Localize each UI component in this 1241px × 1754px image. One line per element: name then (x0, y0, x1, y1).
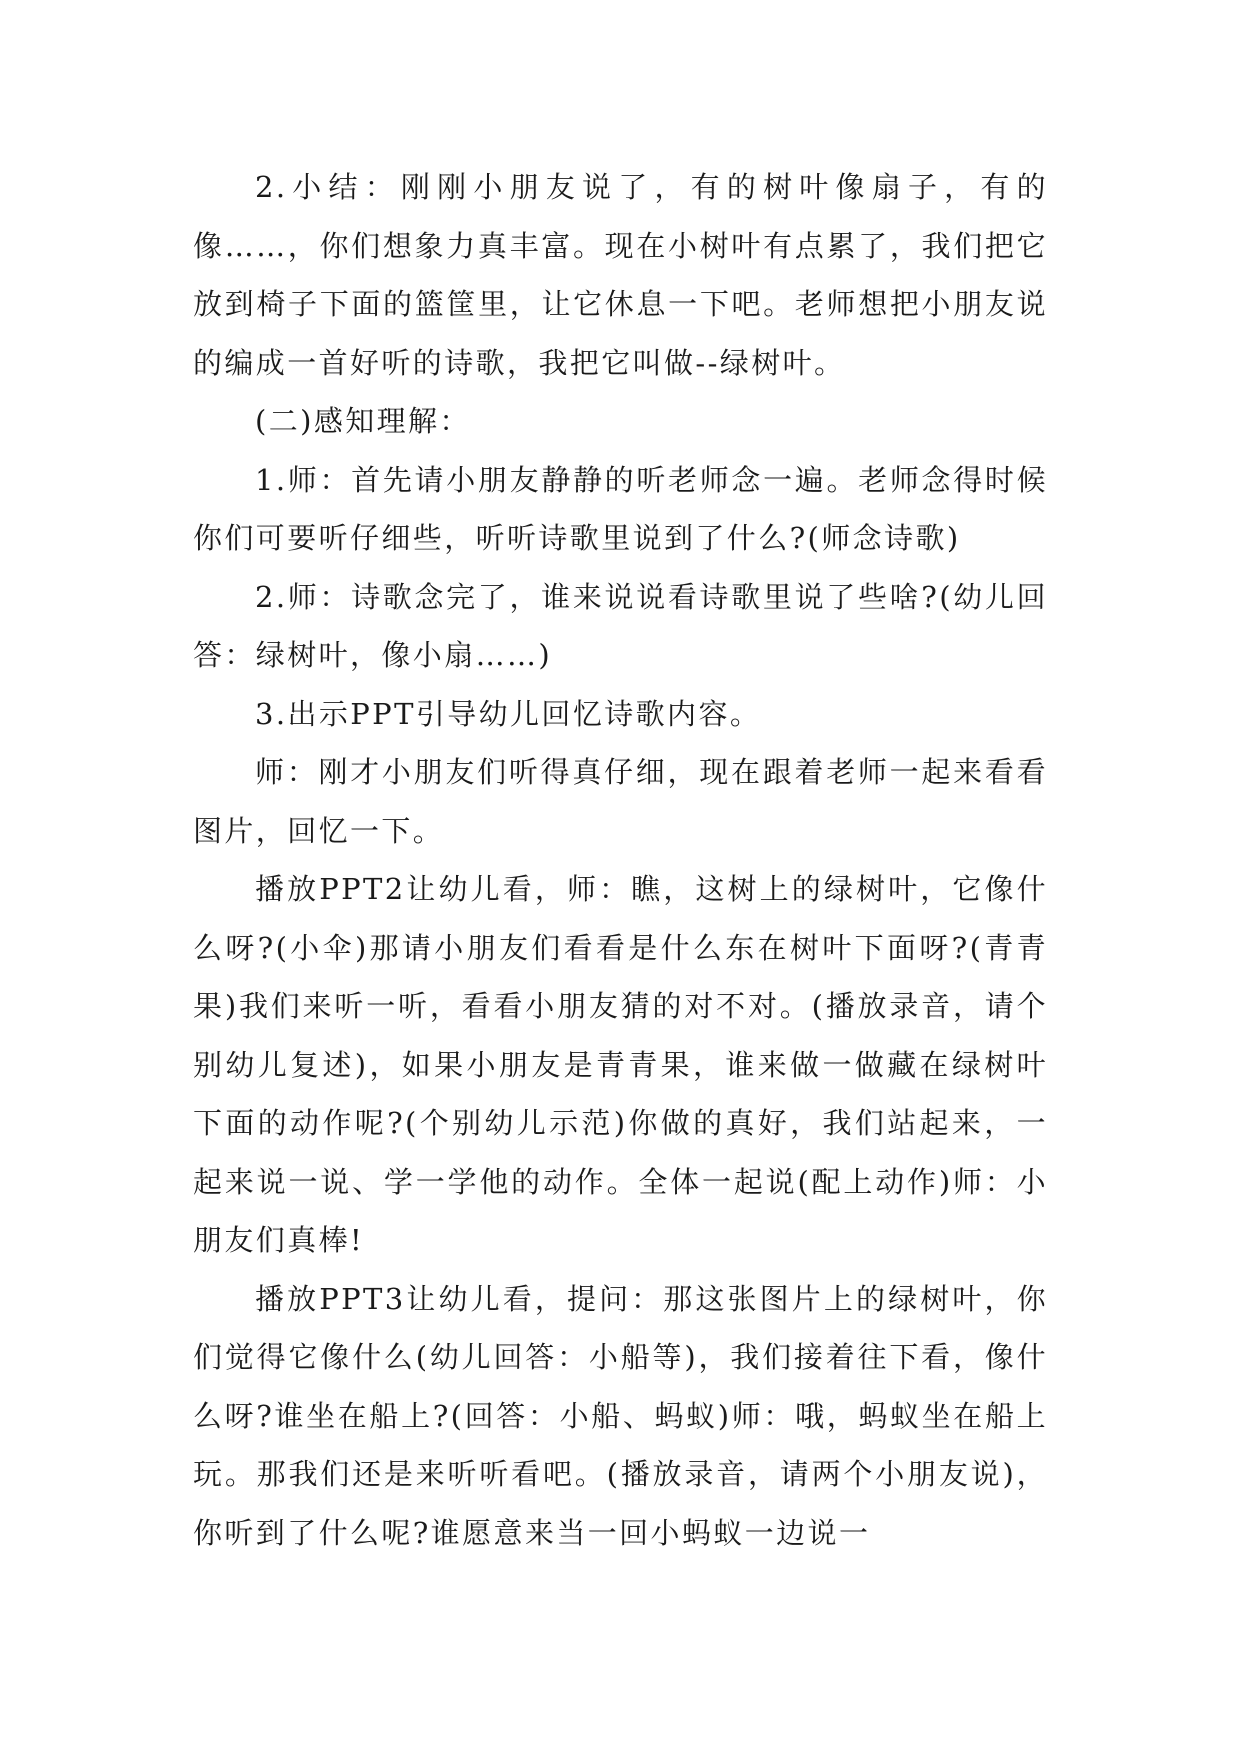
document-body (193, 158, 1048, 1562)
paragraph-step-1: 1.师：首先请小朋友静静的听老师念一遍。老师念得时候你们可要听仔细些，听听诗歌里说到了什么?(师念诗歌) (193, 462, 1048, 555)
paragraph-step-3: 3.出示PPT引导幼儿回忆诗歌内容。 (255, 696, 762, 731)
paragraph-ppt2: 播放PPT2让幼儿看，师：瞧，这树上的绿树叶，它像什么呀?(小伞)那请小朋友们看看是什么东在树叶下面呀?(青青果)我们来听一听，看看小朋友猜的对不对。(播放录音，请个别幼儿复述)，如果小朋友是青青果，谁来做一做藏在绿树叶下面的动作呢?(个别幼儿示范)你做的真好，我们站起来，一起来说一说、学一学他的动作。全体一起说(配上动作)师：小朋友们真棒! (193, 872, 1048, 1257)
paragraph-ppt3: 播放PPT3让幼儿看，提问：那这张图片上的绿树叶，你们觉得它像什么(幼儿回答：小船等)，我们接着往下看，像什么呀?谁坐在船上?(回答：小船、蚂蚁)师：哦，蚂蚁坐在船上玩。那我们还是来听听看吧。(播放录音，请两个小朋友说)，你听到了什么呢?谁愿意来当一回小蚂蚁一边说一 (193, 1281, 1048, 1550)
paragraph-teacher-remark: 师：刚才小朋友们听得真仔细，现在跟着老师一起来看看图片，回忆一下。 (193, 755, 1048, 848)
section-heading-perception: (二)感知理解： (255, 404, 471, 438)
paragraph-summary: 2.小结：刚刚小朋友说了，有的树叶像扇子，有的像……，你们想象力真丰富。现在小树叶有点累了，我们把它放到椅子下面的篮筐里，让它休息一下吧。老师想把小朋友说的编成一首好听的诗歌，我把它叫做--绿树叶。 (193, 170, 1048, 380)
paragraph-step-2: 2.师：诗歌念完了，谁来说说看诗歌里说了些啥?(幼儿回答：绿树叶，像小扇……) (193, 579, 1048, 672)
